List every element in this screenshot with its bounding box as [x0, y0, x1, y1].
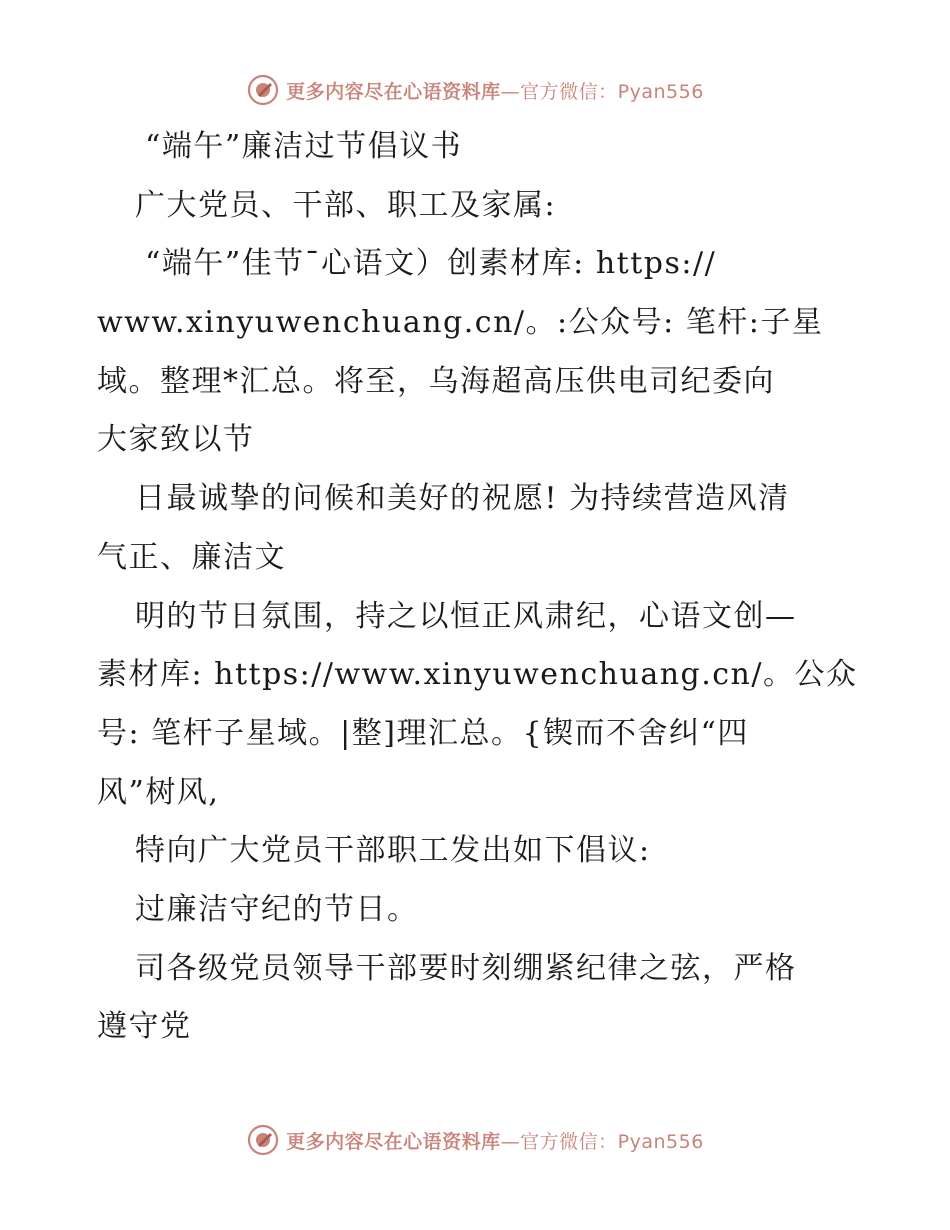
paragraph-line: 特向广大党员干部职工发出如下倡议:: [135, 833, 651, 869]
paragraph-line: 域。整理*汇总。将至，乌海超高压供电司纪委向: [97, 363, 775, 399]
paragraph-line: 大家致以节: [97, 422, 255, 458]
paragraph-line: “端午”佳节¯心语文）创素材库: https://: [145, 246, 717, 282]
document-body: [97, 118, 857, 1057]
paragraph-line: www.xinyuwenchuang.cn/。:公众号: 笔杆:子星: [97, 305, 824, 341]
paragraph-line: 过廉洁守纪的节日。: [135, 891, 419, 927]
watermark-text: 更多内容尽在心语资料库—官方微信：Pyan556: [286, 1130, 704, 1153]
paragraph-line: 明的节日氛围，持之以恒正风肃纪，心语文创—: [135, 598, 797, 634]
paragraph-line: 遵守党: [97, 1009, 192, 1045]
header-watermark: [0, 70, 950, 110]
paragraph-line: 司各级党员领导干部要时刻绷紧纪律之弦，严格: [135, 950, 797, 986]
watermark-text: 更多内容尽在心语资料库—官方微信：Pyan556: [286, 80, 704, 103]
salutation: 广大党员、干部、职工及家属:: [135, 187, 557, 223]
document-title: “端午”廉洁过节倡议书: [145, 129, 463, 164]
paragraph-line: 素材库: https://www.xinyuwenchuang.cn/。公众: [97, 657, 858, 693]
brand-logo-icon: [246, 73, 280, 107]
paragraph-line: 气正、廉洁文: [97, 539, 286, 575]
paragraph-line: 日最诚挚的问候和美好的祝愿! 为持续营造风清: [135, 481, 790, 517]
paragraph-line: 号: 笔杆子星域。|整]理汇总。{锲而不舍纠“四: [97, 715, 749, 751]
brand-logo-icon: [246, 1123, 280, 1157]
paragraph-line: 风”树风,: [97, 774, 220, 810]
footer-watermark: [0, 1120, 950, 1160]
